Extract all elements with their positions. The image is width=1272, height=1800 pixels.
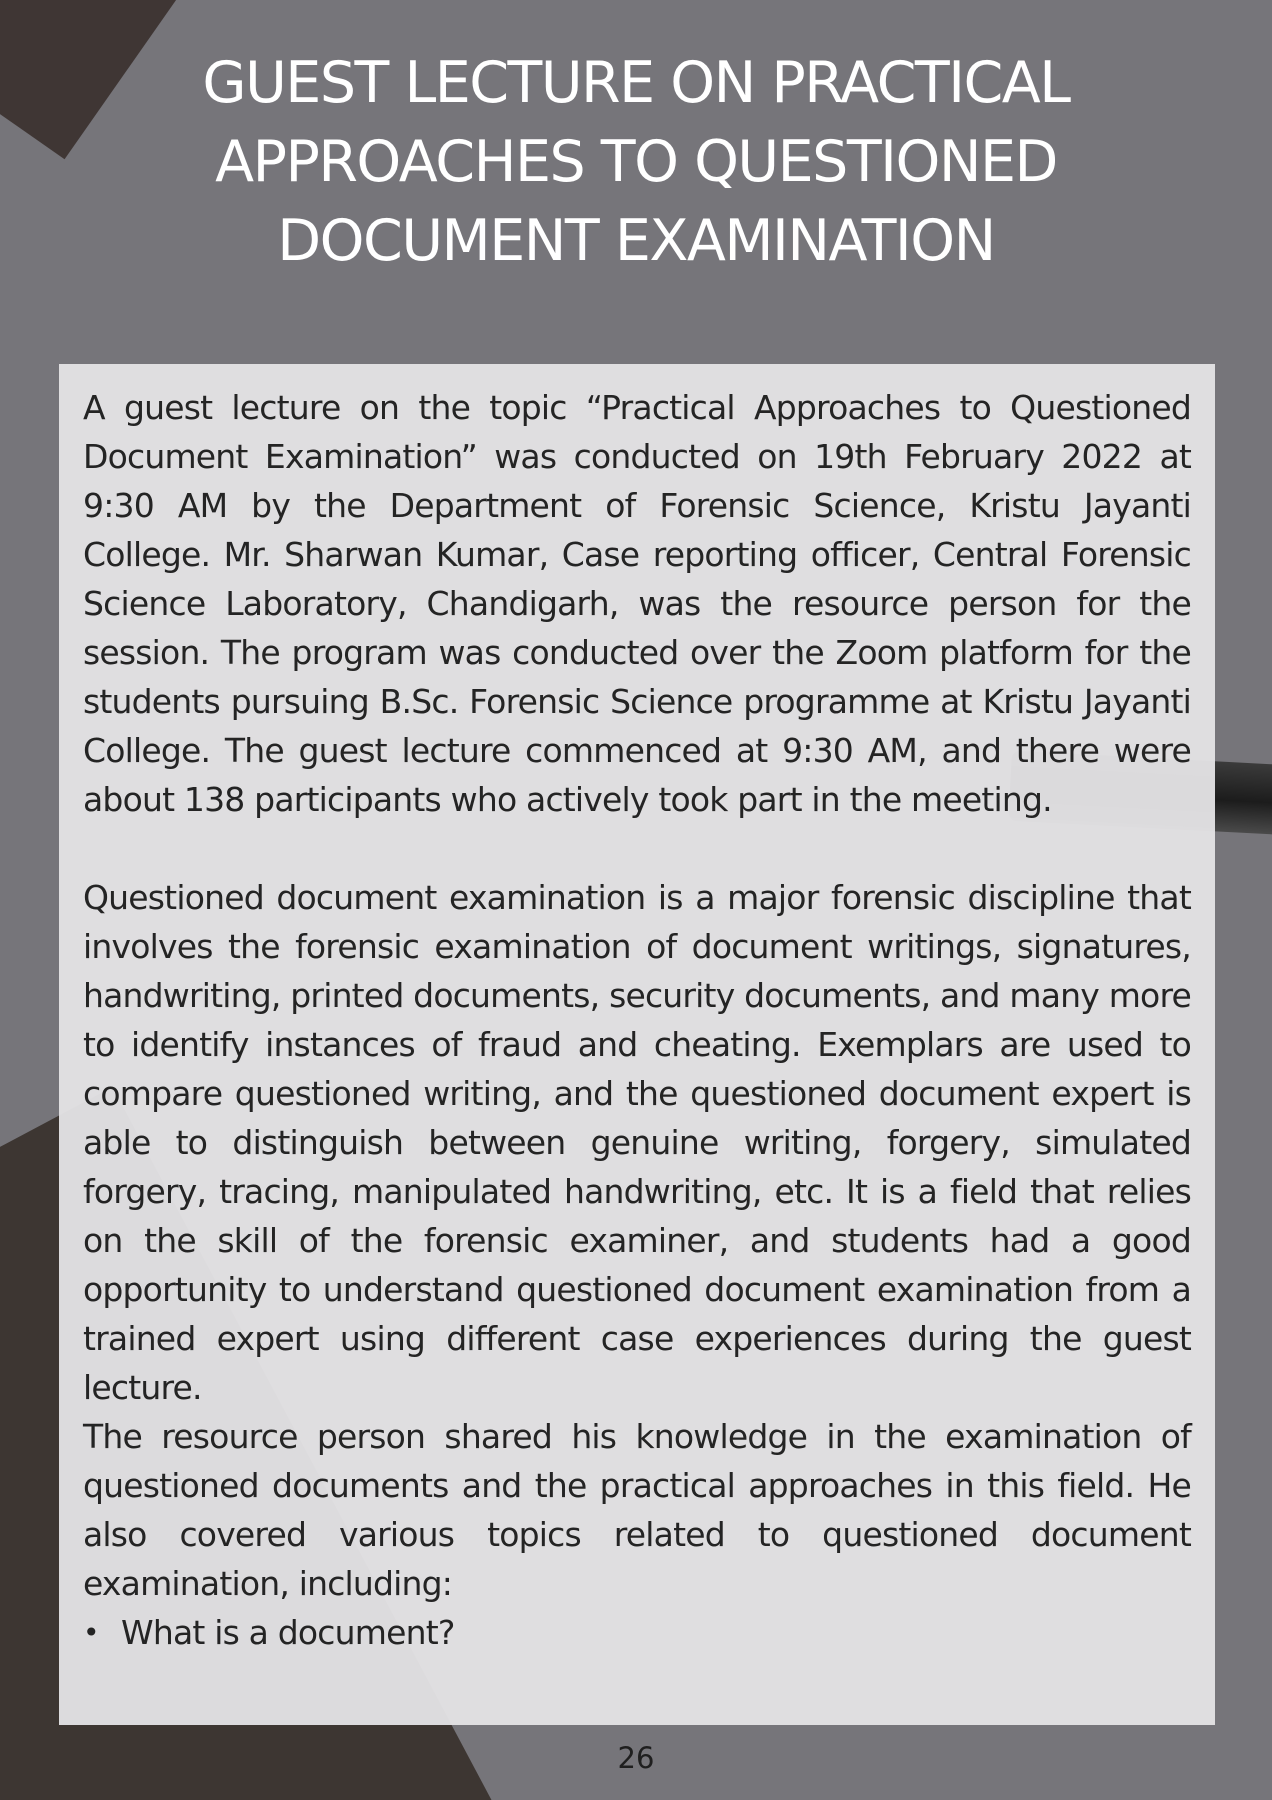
paragraph-2: Questioned document examination is a major forensic discipline that involves the forensic examination of document writings, signatures, handwriting, printed documents, security documents, and many more to identify instances of fraud and cheating. Exemplars are used to compare questioned writing, and the questioned document expert is able to distinguish between genuine writing, forgery, simulated forgery, tracing, manipulated handwriting, etc. It is a field that relies on the skill of the forensic examiner, and students had a good opportunity to understand questioned document examination from a trained expert using different case experiences during the guest lecture.: [83, 878, 1191, 1407]
list-item: [83, 1608, 1191, 1657]
page-number: 26: [617, 1741, 655, 1775]
page-title: [0, 44, 1272, 281]
list-item-text: What is a document?: [121, 1613, 455, 1652]
title-line-3: DOCUMENT EXAMINATION: [277, 208, 995, 274]
article-body: [83, 383, 1191, 1657]
paragraph-3: The resource person shared his knowledge in the examination of questioned documents and the practical approaches in this field. He also covered various topics related to questioned document examination, including:: [83, 1417, 1191, 1603]
topics-list: [83, 1608, 1191, 1657]
title-line-2: APPROACHES TO QUESTIONED: [215, 129, 1057, 195]
bullet-icon: •: [83, 1616, 99, 1649]
paragraph-1: A guest lecture on the topic “Practical Approaches to Questioned Document Examination” was conducted on 19th February 2022 at 9:30 AM by the Department of Forensic Science, Kristu Jayanti College. Mr. Sharwan Kumar, Case reporting officer, Central Forensic Science Laboratory, Chandigarh, was the resource person for the session. The program was conducted over the Zoom platform for the students pursuing B.Sc. Forensic Science programme at Kristu Jayanti College. The guest lecture commenced at 9:30 AM, and there were about 138 participants who actively took part in the meeting.: [83, 388, 1191, 819]
title-line-1: GUEST LECTURE ON PRACTICAL: [202, 50, 1070, 116]
